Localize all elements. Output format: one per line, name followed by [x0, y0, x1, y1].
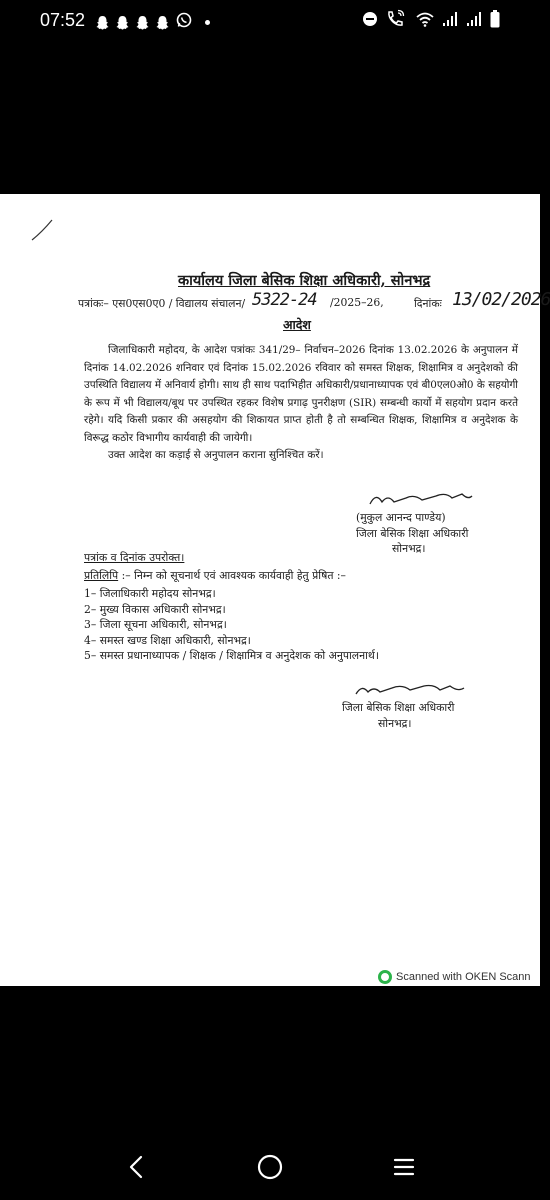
- handwritten-letter-number: 5322-24: [252, 290, 317, 310]
- snapchat-icon: [116, 15, 129, 30]
- letter-number-label: पत्रांकः– एस0एस0ए0 / विद्यालय संचालन/: [78, 297, 246, 310]
- order-heading: आदेश: [283, 317, 311, 332]
- copy-intro-label: प्रतिलिपि: [84, 569, 119, 582]
- copy-list-item: 3– जिला सूचना अधिकारी, सोनभद्र।: [84, 618, 227, 631]
- notification-icons: [96, 12, 210, 33]
- snapchat-icon: [96, 15, 109, 30]
- copy-intro: [84, 568, 524, 583]
- signature-block-1: [356, 490, 516, 557]
- navigation-bar: [0, 1130, 540, 1200]
- system-icons: [362, 10, 500, 28]
- battery-icon: [490, 10, 500, 28]
- scanner-watermark-text: Scanned with OKEN Scann: [396, 971, 531, 983]
- copy-list-item: 4– समस्त खण्ड शिक्षा अधिकारी, सोनभद्र।: [84, 633, 251, 647]
- home-button[interactable]: [250, 1152, 290, 1182]
- officer-designation: जिला बेसिक शिक्षा अधिकारी: [356, 526, 469, 540]
- copy-list-item: 2– मुख्य विकास अधिकारी सोनभद्र।: [84, 602, 226, 616]
- compliance-line: उक्त आदेश का कड़ाई से अनुपालन कराना सुनिश्चित करें।: [108, 449, 324, 461]
- officer-name: (मुकुल आनन्द पाण्डेय): [356, 511, 446, 524]
- signature-block-2: [342, 682, 512, 731]
- snapchat-icon: [156, 15, 169, 30]
- recent-apps-button[interactable]: [384, 1152, 424, 1182]
- order-paragraph: जिलाधिकारी महोदय, के आदेश पत्रांकः 341/29– निर्वाचन–2026 दिनांक 13.02.2026 के अनुपालन में दिनांक 14.02.2026 शनिवार एवं दिनांक 15.02.2026 रविवार को समस्त शिक्षक, शिक्षामित्र व अनुदेशको की उपस्थिति विद्यालय में अनिवार्य होगी। साथ ही साथ पदाभिहीत अधिकारी/प्रधानाध्यापक एवं बी0एल0ओ0 के सहयोगी के रूप में भी विद्यालय/बूथ पर उपस्थित रहकर विशेष प्रगाढ़ पुनरीक्षण (SIR) सम्बन्धी कार्यो में सहयोग प्रदान करते रहेगे। यदि किसी प्रकार की असहयोग की शिकायत प्राप्त होती है तो सम्बन्धित शिक्षक, शिक्षामित्र व अनुदेशक के विरूद्ध कठोर विभागीय कार्यवाही की जायेगी।: [84, 344, 518, 444]
- order-body: [84, 342, 518, 465]
- notification-dot: [205, 20, 210, 25]
- do-not-disturb-icon: [362, 11, 378, 27]
- back-button[interactable]: [116, 1152, 156, 1182]
- document-image[interactable]: [0, 194, 550, 986]
- signature-scribble: [366, 490, 476, 510]
- officer-designation: जिला बेसिक शिक्षा अधिकारी: [342, 701, 455, 714]
- volte-call-icon: [386, 10, 408, 28]
- scanner-logo-icon: [378, 970, 392, 984]
- recent-apps-icon: [393, 1156, 415, 1178]
- handwritten-date: 13/02/2026: [452, 289, 550, 310]
- home-icon: [256, 1153, 284, 1181]
- status-bar: [0, 0, 540, 44]
- signal-icon: [442, 11, 458, 27]
- office-title: कार्यालय जिला बेसिक शिक्षा अधिकारी, सोनभद्र: [178, 272, 431, 289]
- session-year: /2025–26,: [330, 296, 384, 309]
- copy-distribution: [84, 550, 524, 664]
- status-time: 07:52: [40, 10, 86, 30]
- copy-list: [84, 586, 524, 664]
- copy-list-item: 5– समस्त प्रधानाध्यापक / शिक्षक / शिक्षामित्र व अनुदेशक को अनुपालनार्थ।: [84, 649, 379, 662]
- copy-list-item: 1– जिलाधिकारी महोदय सोनभद्र।: [84, 587, 216, 600]
- pen-mark: [30, 218, 60, 242]
- officer-location: सोनभद्र।: [378, 716, 412, 730]
- signal-icon: [466, 11, 482, 27]
- copy-heading: पत्रांक व दिनांक उपरोक्त।: [84, 551, 185, 564]
- back-icon: [128, 1155, 144, 1179]
- copy-intro-text: :– निम्न को सूचनार्थ एवं आवश्यक कार्यवाही हेतु प्रेषित :–: [118, 569, 346, 582]
- signature-scribble: [352, 682, 472, 700]
- wifi-icon: [416, 11, 434, 27]
- snapchat-icon: [136, 15, 149, 30]
- officer-location: सोनभद्र।: [392, 542, 426, 555]
- scanner-watermark: [378, 970, 531, 984]
- date-label: दिनांकः: [414, 297, 442, 310]
- whatsapp-icon: [176, 12, 192, 33]
